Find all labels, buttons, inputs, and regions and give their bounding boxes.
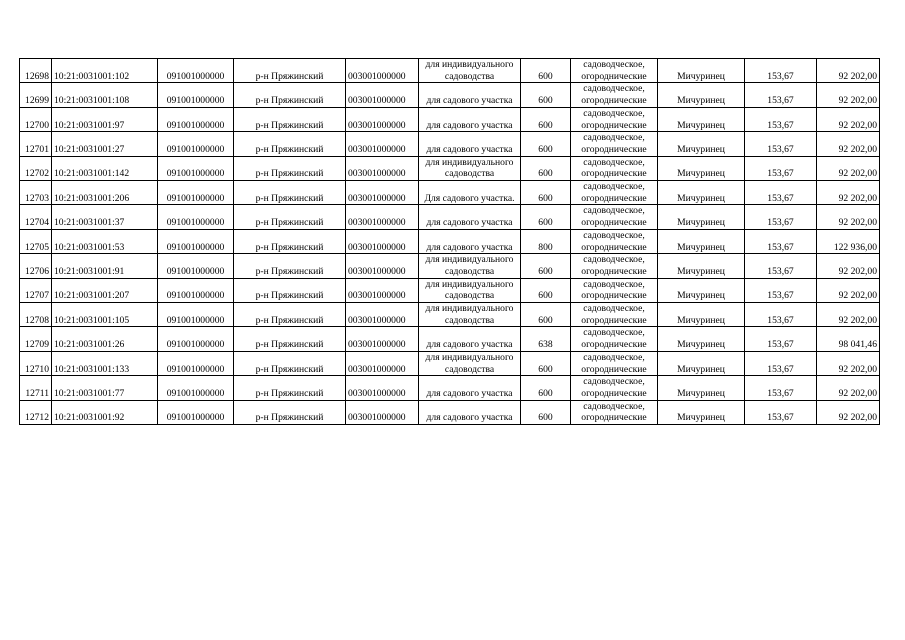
specific-value-cell: 153,67 — [745, 59, 817, 83]
area-cell: 600 — [521, 303, 571, 327]
cadastral-number-cell: 10:21:0031001:37 — [52, 205, 158, 229]
cadastral-value-cell: 92 202,00 — [817, 400, 880, 424]
district-cell: р-н Пряжинский — [234, 351, 346, 375]
district-cell: р-н Пряжинский — [234, 205, 346, 229]
permitted-use-cell: для индивидуального садоводства — [419, 303, 521, 327]
row-number-cell: 12710 — [20, 351, 52, 375]
area-cell: 638 — [521, 327, 571, 351]
okato-code-cell: 003001000000 — [346, 205, 419, 229]
specific-value-cell: 153,67 — [745, 132, 817, 156]
land-category-cell: садоводческое, огороднические — [571, 400, 658, 424]
land-category-cell: садоводческое, огороднические — [571, 83, 658, 107]
district-cell: р-н Пряжинский — [234, 181, 346, 205]
permitted-use-cell: для индивидуального садоводства — [419, 254, 521, 278]
district-cell: р-н Пряжинский — [234, 107, 346, 131]
table-row — [20, 278, 880, 302]
specific-value-cell: 153,67 — [745, 351, 817, 375]
area-cell: 600 — [521, 205, 571, 229]
table-row — [20, 327, 880, 351]
land-category-cell: садоводческое, огороднические — [571, 59, 658, 83]
specific-value-cell: 153,67 — [745, 254, 817, 278]
area-cell: 600 — [521, 132, 571, 156]
table-row — [20, 229, 880, 253]
table-row — [20, 351, 880, 375]
cadastral-number-cell: 10:21:0031001:92 — [52, 400, 158, 424]
permitted-use-cell: для садового участка — [419, 132, 521, 156]
okato-code-cell: 003001000000 — [346, 107, 419, 131]
area-cell: 600 — [521, 278, 571, 302]
specific-value-cell: 153,67 — [745, 278, 817, 302]
cadastral-value-cell: 92 202,00 — [817, 107, 880, 131]
cadastral-number-cell: 10:21:0031001:108 — [52, 83, 158, 107]
table-row — [20, 376, 880, 400]
cadastral-number-cell: 10:21:0031001:97 — [52, 107, 158, 131]
settlement-cell: Мичуринец — [658, 107, 745, 131]
territory-code-cell: 091001000000 — [158, 59, 234, 83]
territory-code-cell: 091001000000 — [158, 107, 234, 131]
row-number-cell: 12699 — [20, 83, 52, 107]
cadastral-value-cell: 92 202,00 — [817, 351, 880, 375]
cadastral-value-cell: 92 202,00 — [817, 254, 880, 278]
cadastral-number-cell: 10:21:0031001:142 — [52, 156, 158, 180]
row-number-cell: 12700 — [20, 107, 52, 131]
okato-code-cell: 003001000000 — [346, 229, 419, 253]
specific-value-cell: 153,67 — [745, 303, 817, 327]
cadastral-value-cell: 92 202,00 — [817, 132, 880, 156]
territory-code-cell: 091001000000 — [158, 278, 234, 302]
land-category-cell: садоводческое, огороднические — [571, 254, 658, 278]
cadastral-number-cell: 10:21:0031001:105 — [52, 303, 158, 327]
district-cell: р-н Пряжинский — [234, 278, 346, 302]
table-row — [20, 132, 880, 156]
specific-value-cell: 153,67 — [745, 400, 817, 424]
territory-code-cell: 091001000000 — [158, 229, 234, 253]
district-cell: р-н Пряжинский — [234, 229, 346, 253]
territory-code-cell: 091001000000 — [158, 400, 234, 424]
row-number-cell: 12708 — [20, 303, 52, 327]
cadastral-value-cell: 92 202,00 — [817, 181, 880, 205]
permitted-use-cell: для садового участка — [419, 327, 521, 351]
row-number-cell: 12706 — [20, 254, 52, 278]
district-cell: р-н Пряжинский — [234, 254, 346, 278]
cadastral-value-table — [19, 58, 880, 425]
row-number-cell: 12707 — [20, 278, 52, 302]
table-body — [20, 59, 880, 425]
cadastral-number-cell: 10:21:0031001:26 — [52, 327, 158, 351]
cadastral-number-cell: 10:21:0031001:133 — [52, 351, 158, 375]
settlement-cell: Мичуринец — [658, 376, 745, 400]
settlement-cell: Мичуринец — [658, 303, 745, 327]
territory-code-cell: 091001000000 — [158, 327, 234, 351]
okato-code-cell: 003001000000 — [346, 156, 419, 180]
table-row — [20, 181, 880, 205]
table-row — [20, 303, 880, 327]
specific-value-cell: 153,67 — [745, 107, 817, 131]
land-category-cell: садоводческое, огороднические — [571, 107, 658, 131]
district-cell: р-н Пряжинский — [234, 376, 346, 400]
area-cell: 800 — [521, 229, 571, 253]
land-category-cell: садоводческое, огороднические — [571, 351, 658, 375]
district-cell: р-н Пряжинский — [234, 156, 346, 180]
cadastral-number-cell: 10:21:0031001:91 — [52, 254, 158, 278]
settlement-cell: Мичуринец — [658, 83, 745, 107]
area-cell: 600 — [521, 83, 571, 107]
permitted-use-cell: для садового участка — [419, 229, 521, 253]
permitted-use-cell: для садового участка — [419, 205, 521, 229]
table-row — [20, 205, 880, 229]
cadastral-value-cell: 92 202,00 — [817, 156, 880, 180]
permitted-use-cell: для садового участка — [419, 83, 521, 107]
area-cell: 600 — [521, 376, 571, 400]
territory-code-cell: 091001000000 — [158, 376, 234, 400]
specific-value-cell: 153,67 — [745, 327, 817, 351]
area-cell: 600 — [521, 59, 571, 83]
cadastral-value-cell: 92 202,00 — [817, 278, 880, 302]
permitted-use-cell: для индивидуального садоводства — [419, 278, 521, 302]
specific-value-cell: 153,67 — [745, 205, 817, 229]
permitted-use-cell: для индивидуального садоводства — [419, 351, 521, 375]
cadastral-number-cell: 10:21:0031001:27 — [52, 132, 158, 156]
okato-code-cell: 003001000000 — [346, 254, 419, 278]
territory-code-cell: 091001000000 — [158, 156, 234, 180]
row-number-cell: 12698 — [20, 59, 52, 83]
row-number-cell: 12701 — [20, 132, 52, 156]
land-category-cell: садоводческое, огороднические — [571, 229, 658, 253]
okato-code-cell: 003001000000 — [346, 181, 419, 205]
specific-value-cell: 153,67 — [745, 83, 817, 107]
row-number-cell: 12711 — [20, 376, 52, 400]
cadastral-number-cell: 10:21:0031001:207 — [52, 278, 158, 302]
row-number-cell: 12702 — [20, 156, 52, 180]
okato-code-cell: 003001000000 — [346, 303, 419, 327]
specific-value-cell: 153,67 — [745, 376, 817, 400]
okato-code-cell: 003001000000 — [346, 400, 419, 424]
settlement-cell: Мичуринец — [658, 327, 745, 351]
row-number-cell: 12704 — [20, 205, 52, 229]
specific-value-cell: 153,67 — [745, 156, 817, 180]
table-row — [20, 83, 880, 107]
cadastral-value-cell: 98 041,46 — [817, 327, 880, 351]
settlement-cell: Мичуринец — [658, 156, 745, 180]
settlement-cell: Мичуринец — [658, 59, 745, 83]
table-row — [20, 156, 880, 180]
land-category-cell: садоводческое, огороднические — [571, 376, 658, 400]
specific-value-cell: 153,67 — [745, 229, 817, 253]
row-number-cell: 12703 — [20, 181, 52, 205]
row-number-cell: 12705 — [20, 229, 52, 253]
cadastral-value-cell: 92 202,00 — [817, 83, 880, 107]
settlement-cell: Мичуринец — [658, 132, 745, 156]
land-category-cell: садоводческое, огороднические — [571, 303, 658, 327]
territory-code-cell: 091001000000 — [158, 181, 234, 205]
cadastral-value-cell: 92 202,00 — [817, 205, 880, 229]
cadastral-value-cell: 92 202,00 — [817, 303, 880, 327]
permitted-use-cell: для индивидуального садоводства — [419, 156, 521, 180]
area-cell: 600 — [521, 400, 571, 424]
district-cell: р-н Пряжинский — [234, 83, 346, 107]
territory-code-cell: 091001000000 — [158, 303, 234, 327]
district-cell: р-н Пряжинский — [234, 59, 346, 83]
settlement-cell: Мичуринец — [658, 181, 745, 205]
settlement-cell: Мичуринец — [658, 229, 745, 253]
row-number-cell: 12712 — [20, 400, 52, 424]
table-row — [20, 59, 880, 83]
area-cell: 600 — [521, 107, 571, 131]
okato-code-cell: 003001000000 — [346, 351, 419, 375]
okato-code-cell: 003001000000 — [346, 327, 419, 351]
territory-code-cell: 091001000000 — [158, 351, 234, 375]
district-cell: р-н Пряжинский — [234, 132, 346, 156]
cadastral-value-cell: 122 936,00 — [817, 229, 880, 253]
land-category-cell: садоводческое, огороднические — [571, 327, 658, 351]
permitted-use-cell: для индивидуального садоводства — [419, 59, 521, 83]
row-number-cell: 12709 — [20, 327, 52, 351]
district-cell: р-н Пряжинский — [234, 303, 346, 327]
settlement-cell: Мичуринец — [658, 278, 745, 302]
land-category-cell: садоводческое, огороднические — [571, 205, 658, 229]
okato-code-cell: 003001000000 — [346, 83, 419, 107]
land-category-cell: садоводческое, огороднические — [571, 181, 658, 205]
settlement-cell: Мичуринец — [658, 400, 745, 424]
district-cell: р-н Пряжинский — [234, 400, 346, 424]
territory-code-cell: 091001000000 — [158, 83, 234, 107]
table-row — [20, 400, 880, 424]
cadastral-number-cell: 10:21:0031001:102 — [52, 59, 158, 83]
cadastral-number-cell: 10:21:0031001:53 — [52, 229, 158, 253]
district-cell: р-н Пряжинский — [234, 327, 346, 351]
okato-code-cell: 003001000000 — [346, 278, 419, 302]
territory-code-cell: 091001000000 — [158, 205, 234, 229]
okato-code-cell: 003001000000 — [346, 376, 419, 400]
area-cell: 600 — [521, 351, 571, 375]
permitted-use-cell: для садового участка — [419, 107, 521, 131]
land-category-cell: садоводческое, огороднические — [571, 132, 658, 156]
settlement-cell: Мичуринец — [658, 205, 745, 229]
permitted-use-cell: Для садового участка. — [419, 181, 521, 205]
territory-code-cell: 091001000000 — [158, 132, 234, 156]
cadastral-value-cell: 92 202,00 — [817, 376, 880, 400]
area-cell: 600 — [521, 181, 571, 205]
land-category-cell: садоводческое, огороднические — [571, 156, 658, 180]
area-cell: 600 — [521, 156, 571, 180]
land-category-cell: садоводческое, огороднические — [571, 278, 658, 302]
permitted-use-cell: для садового участка — [419, 376, 521, 400]
area-cell: 600 — [521, 254, 571, 278]
cadastral-number-cell: 10:21:0031001:206 — [52, 181, 158, 205]
cadastral-value-cell: 92 202,00 — [817, 59, 880, 83]
settlement-cell: Мичуринец — [658, 254, 745, 278]
settlement-cell: Мичуринец — [658, 351, 745, 375]
table-row — [20, 254, 880, 278]
specific-value-cell: 153,67 — [745, 181, 817, 205]
cadastral-number-cell: 10:21:0031001:77 — [52, 376, 158, 400]
okato-code-cell: 003001000000 — [346, 59, 419, 83]
okato-code-cell: 003001000000 — [346, 132, 419, 156]
table-row — [20, 107, 880, 131]
permitted-use-cell: для садового участка — [419, 400, 521, 424]
territory-code-cell: 091001000000 — [158, 254, 234, 278]
